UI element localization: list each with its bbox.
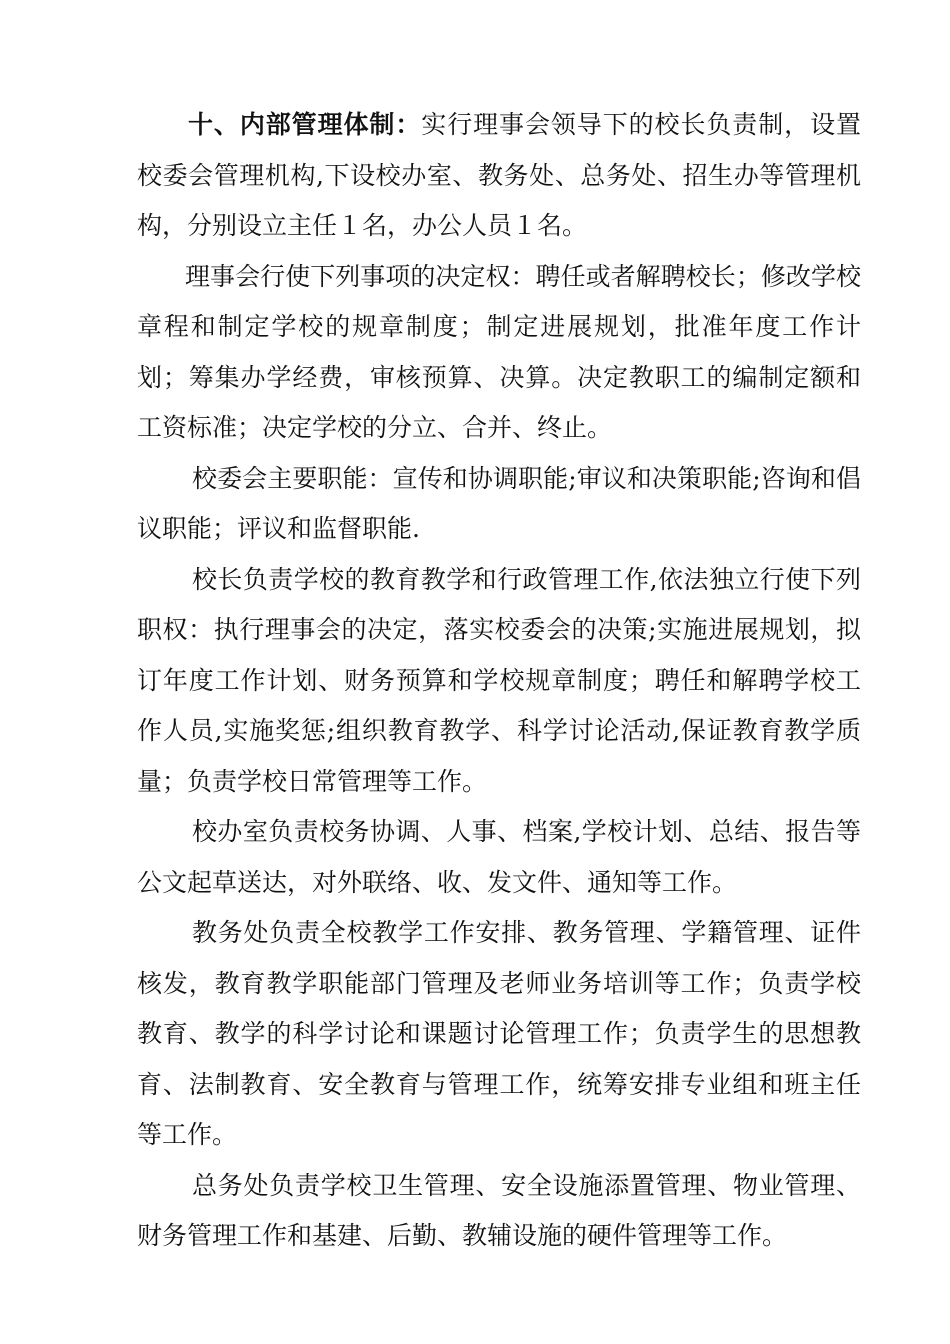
section-heading: 十、内部管理体制： bbox=[188, 110, 422, 139]
document-body bbox=[137, 100, 861, 1262]
paragraph-general-affairs: 总务处负责学校卫生管理、安全设施添置管理、物业管理、财务管理工作和基建、后勤、教辅设施的硬件管理等工作。 bbox=[137, 1170, 861, 1250]
paragraph-principal-duties: 校长负责学校的教育教学和行政管理工作,依法独立行使下列职权：执行理事会的决定，落实校委会的决策;实施进展规划，拟订年度工作计划、财务预算和学校规章制度；聘任和解聘学校工作人员,实施奖惩;组织教育教学、科学讨论活动,保证教育教学质量；负责学校日常管理等工作。 bbox=[137, 564, 861, 796]
paragraph-school-office: 校办室负责校务协调、人事、档案,学校计划、总结、报告等公文起草送达，对外联络、收、发文件、通知等工作。 bbox=[137, 817, 861, 897]
paragraph-board-powers: 理事会行使下列事项的决定权：聘任或者解聘校长；修改学校章程和制定学校的规章制度；制定进展规划，批准年度工作计划；筹集办学经费，审核预算、决算。决定教职工的编制定额和工资标准；决定学校的分立、合并、终止。 bbox=[137, 261, 861, 442]
paragraph-internal-management bbox=[137, 100, 861, 252]
paragraph-school-committee: 校委会主要职能：宣传和协调职能;审议和决策职能;咨询和倡议职能；评议和监督职能. bbox=[137, 463, 861, 543]
paragraph-text: 实行理事会领导下的校长负责制，设置校委会管理机构,下设校办室、教务处、总务处、招生办等管理机构，分别设立主任１名，办公人员１名。 bbox=[137, 110, 861, 240]
paragraph-academic-affairs: 教务处负责全校教学工作安排、教务管理、学籍管理、证件核发，教育教学职能部门管理及老师业务培训等工作；负责学校教育、教学的科学讨论和课题讨论管理工作；负责学生的思想教育、法制教育、安全教育与管理工作，统筹安排专业组和班主任等工作。 bbox=[137, 918, 861, 1149]
